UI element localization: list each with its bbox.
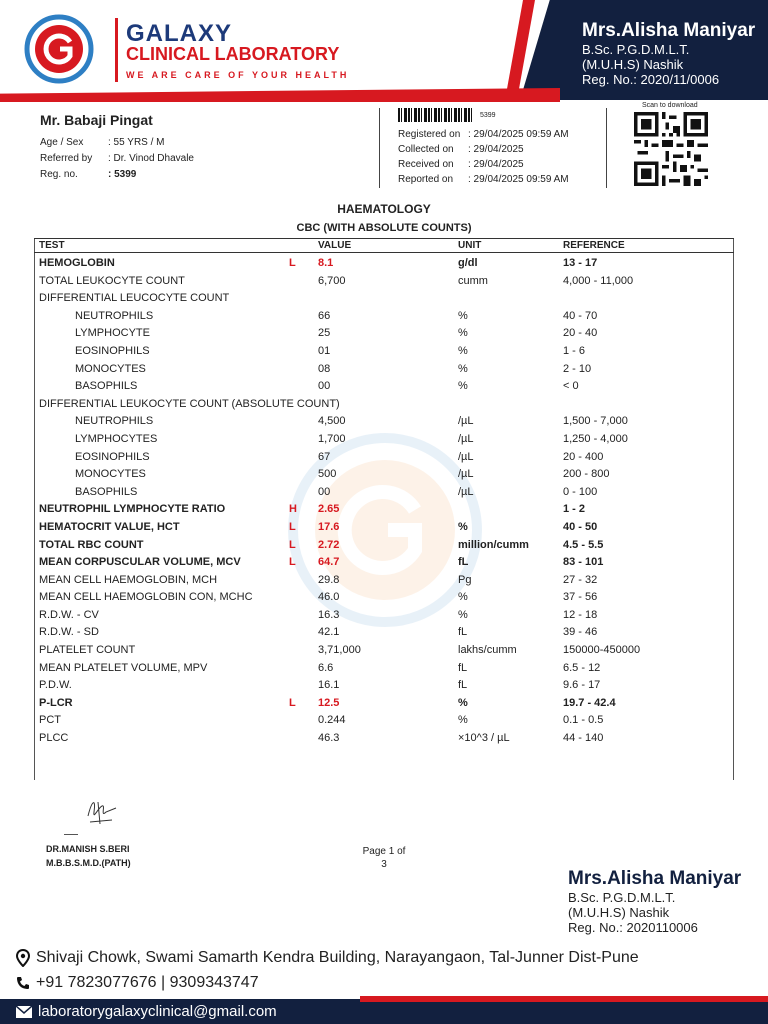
table-row — [34, 729, 734, 747]
reference-cell: 6.5 - 12 — [563, 661, 601, 674]
reference-cell: 20 - 40 — [563, 327, 598, 340]
barcode-icon — [398, 108, 474, 122]
report-header — [0, 0, 768, 104]
referred-label: Referred by — [40, 152, 93, 164]
unit-cell: /µL — [458, 485, 474, 498]
value-cell: 25 — [318, 327, 331, 340]
value-cell: 42.1 — [318, 626, 340, 639]
unit-cell: % — [458, 344, 468, 357]
table-row — [34, 623, 734, 641]
received-label: Received on — [398, 159, 454, 170]
collected-value: : 29/04/2025 — [468, 144, 524, 155]
table-row — [34, 395, 734, 413]
value-cell: 6,700 — [318, 274, 346, 287]
flag-cell: H — [289, 503, 297, 516]
unit-cell: fL — [458, 679, 468, 692]
reference-cell: 0.1 - 0.5 — [563, 714, 604, 727]
table-row — [34, 553, 734, 571]
logo-divider — [115, 18, 118, 82]
reference-cell: 40 - 70 — [563, 309, 598, 322]
table-row — [34, 536, 734, 554]
unit-cell: % — [458, 696, 468, 709]
flag-cell: L — [289, 556, 296, 569]
footer-signatory-univ: (M.U.H.S) Nashik — [568, 905, 670, 920]
value-cell: 4,500 — [318, 415, 346, 428]
lab-address — [16, 949, 639, 967]
test-name-cell: LYMPHOCYTES — [75, 432, 158, 445]
patient-name: Mr. Babaji Pingat — [40, 112, 153, 128]
reported-value: : 29/04/2025 09:59 AM — [468, 174, 569, 185]
reference-cell: 39 - 46 — [563, 626, 598, 639]
footer-signatory-qual: B.Sc. P.G.D.M.L.T. — [568, 890, 676, 905]
department-title: HAEMATOLOGY — [337, 202, 431, 216]
reference-cell: 4,000 - 11,000 — [563, 274, 634, 287]
pathologist-qualification: M.B.B.S.M.D.(PATH) — [46, 858, 131, 868]
reference-cell: 40 - 50 — [563, 520, 598, 533]
value-cell: 8.1 — [318, 257, 334, 269]
reference-cell: 83 - 101 — [563, 556, 604, 569]
value-cell: 3,71,000 — [318, 644, 361, 657]
table-row — [34, 606, 734, 624]
table-row — [34, 641, 734, 659]
reference-cell: 44 - 140 — [563, 732, 604, 745]
test-name-cell: P.D.W. — [39, 679, 72, 692]
reference-cell: 1 - 2 — [563, 503, 586, 516]
value-cell: 0.244 — [318, 714, 346, 727]
footer-red-accent — [360, 996, 768, 1002]
value-cell: 08 — [318, 362, 331, 375]
header-signatory-name: Mrs.Alisha Maniyar — [582, 20, 756, 41]
test-name-cell: TOTAL LEUKOCYTE COUNT — [39, 274, 185, 287]
reference-cell: 2 - 10 — [563, 362, 592, 375]
test-name-cell: MEAN PLATELET VOLUME, MPV — [39, 661, 208, 674]
value-cell: 2.72 — [318, 538, 340, 551]
reference-cell: 1 - 6 — [563, 344, 586, 357]
report-dates — [398, 127, 569, 187]
reference-cell: 27 - 32 — [563, 573, 598, 586]
unit-cell: Pg — [458, 573, 472, 586]
info-divider-right — [606, 108, 607, 188]
test-name-cell: TOTAL RBC COUNT — [39, 538, 144, 551]
value-cell: 00 — [318, 380, 331, 393]
test-name-cell: EOSINOPHILS — [75, 450, 150, 463]
table-row — [34, 448, 734, 466]
info-divider-left — [379, 108, 380, 188]
table-row — [34, 465, 734, 483]
lab-name: GALAXY — [126, 20, 233, 47]
flag-cell: L — [289, 520, 296, 533]
test-name-cell: EOSINOPHILS — [75, 344, 150, 357]
page-indicator-line2: 3 — [381, 859, 387, 870]
table-row — [34, 272, 734, 290]
age-sex-value: : 55 YRS / M — [108, 136, 165, 148]
patient-info — [40, 112, 194, 182]
test-name-cell: P-LCR — [39, 696, 73, 709]
reg-label: Reg. no. — [40, 168, 78, 180]
phone-icon — [16, 976, 30, 990]
unit-cell: % — [458, 714, 468, 727]
value-cell: 16.1 — [318, 679, 340, 692]
pathologist-block — [46, 842, 131, 870]
unit-cell: fL — [458, 556, 469, 569]
unit-cell: % — [458, 608, 468, 621]
lab-email — [16, 1003, 277, 1020]
unit-cell: % — [458, 380, 468, 393]
value-cell: 00 — [318, 485, 331, 498]
unit-cell: fL — [458, 626, 468, 639]
header-signatory-qual: B.Sc. P.G.D.M.L.T. — [582, 42, 690, 57]
unit-cell: lakhs/cumm — [458, 644, 517, 657]
header-signatory-reg: Reg. No.: 2020/11/0006 — [582, 72, 720, 87]
test-name-cell: BASOPHILS — [75, 380, 138, 393]
test-panel-title: CBC (WITH ABSOLUTE COUNTS) — [296, 222, 472, 234]
table-row — [34, 676, 734, 694]
table-row — [34, 588, 734, 606]
value-cell: 67 — [318, 450, 331, 463]
value-cell: 2.65 — [318, 503, 340, 516]
table-row — [34, 659, 734, 677]
reference-cell: < 0 — [563, 380, 579, 393]
registered-row — [398, 127, 569, 142]
received-row — [398, 157, 569, 172]
value-cell: 01 — [318, 344, 331, 357]
referred-row — [40, 150, 194, 166]
value-cell: 1,700 — [318, 432, 346, 445]
value-cell: 66 — [318, 309, 331, 322]
value-cell: 46.3 — [318, 732, 340, 745]
reference-cell: 20 - 400 — [563, 450, 604, 463]
page-indicator-line1: Page 1 of — [362, 846, 406, 857]
lab-tagline: WE ARE CARE OF YOUR HEALTH — [126, 70, 350, 80]
unit-cell: % — [458, 327, 468, 340]
reference-cell: 19.7 - 42.4 — [563, 696, 616, 709]
reg-value: : 5399 — [108, 168, 137, 180]
scan-label: Scan to download — [642, 102, 698, 109]
test-name-cell: NEUTROPHILS — [75, 309, 154, 322]
test-name-cell: R.D.W. - SD — [39, 626, 99, 639]
registered-value: : 29/04/2025 09:59 AM — [468, 129, 569, 140]
unit-cell: million/cumm — [458, 538, 529, 551]
table-row — [34, 254, 734, 272]
table-row — [34, 307, 734, 325]
lab-phone — [16, 974, 259, 992]
value-cell: 29.8 — [318, 573, 340, 586]
table-row — [34, 483, 734, 501]
unit-cell: ×10^3 / µL — [458, 732, 510, 745]
test-name-cell: HEMATOCRIT VALUE, HCT — [39, 520, 180, 533]
unit-cell: % — [458, 309, 468, 322]
footer-signatory-name: Mrs.Alisha Maniyar — [568, 868, 742, 889]
registered-label: Registered on — [398, 129, 461, 140]
reg-row — [40, 166, 194, 182]
test-name-cell: NEUTROPHIL LYMPHOCYTE RATIO — [39, 503, 226, 516]
collected-label: Collected on — [398, 144, 454, 155]
unit-cell: fL — [458, 661, 468, 674]
col-unit: UNIT — [458, 240, 482, 251]
email-text[interactable]: laboratorygalaxyclinical@gmail.com — [38, 1003, 277, 1020]
flag-cell: L — [289, 538, 296, 551]
email-icon — [16, 1006, 32, 1018]
table-row — [34, 289, 734, 307]
value-cell: 6.6 — [318, 661, 334, 674]
unit-cell: cumm — [458, 274, 488, 287]
reference-cell: 37 - 56 — [563, 591, 598, 604]
reference-cell: 0 - 100 — [563, 485, 598, 498]
unit-cell: g/dl — [458, 257, 478, 269]
test-name-cell: PLATELET COUNT — [39, 644, 136, 657]
received-value: : 29/04/2025 — [468, 159, 524, 170]
table-row — [34, 324, 734, 342]
unit-cell: /µL — [458, 468, 474, 481]
table-row — [34, 571, 734, 589]
col-value: VALUE — [318, 240, 352, 251]
header-signatory-univ: (M.U.H.S) Nashik — [582, 57, 684, 72]
value-cell: 12.5 — [318, 696, 340, 709]
test-name-cell: BASOPHILS — [75, 485, 138, 498]
test-name-cell: MONOCYTES — [75, 362, 146, 375]
reference-cell: 13 - 17 — [563, 257, 598, 269]
reference-cell: 12 - 18 — [563, 608, 598, 621]
pathologist-name: DR.MANISH S.BERI — [46, 844, 130, 854]
table-row — [34, 430, 734, 448]
test-name-cell: MONOCYTES — [75, 468, 146, 481]
unit-cell: /µL — [458, 432, 474, 445]
age-sex-row — [40, 134, 194, 150]
flag-cell: L — [289, 257, 296, 269]
table-row — [34, 412, 734, 430]
col-reference: REFERENCE — [563, 240, 625, 251]
table-row — [34, 500, 734, 518]
reference-cell: 9.6 - 17 — [563, 679, 601, 692]
test-name-cell: HEMOGLOBIN — [39, 257, 115, 269]
test-name-cell: R.D.W. - CV — [39, 608, 99, 621]
unit-cell: /µL — [458, 450, 474, 463]
signature-rule — [64, 834, 78, 835]
value-cell: 46.0 — [318, 591, 340, 604]
collected-row — [398, 142, 569, 157]
unit-cell: % — [458, 591, 468, 604]
unit-cell: % — [458, 362, 468, 375]
reported-row — [398, 172, 569, 187]
page-indicator — [354, 845, 414, 871]
table-row — [34, 360, 734, 378]
value-cell: 17.6 — [318, 520, 340, 533]
referred-value: : Dr. Vinod Dhavale — [108, 152, 194, 164]
test-name-cell: MEAN CELL HAEMOGLOBIN CON, MCHC — [39, 591, 253, 604]
unit-cell: /µL — [458, 415, 474, 428]
results-table-body — [34, 254, 734, 747]
flag-cell: L — [289, 696, 296, 709]
phone-text[interactable]: +91 7823077676 | 9309343747 — [36, 974, 259, 991]
unit-cell: % — [458, 520, 468, 533]
barcode-number: 5399 — [480, 112, 496, 119]
col-test: TEST — [39, 240, 65, 251]
test-name-cell: PLCC — [39, 732, 69, 745]
galaxy-logo-icon — [18, 14, 100, 84]
results-table-header — [34, 238, 734, 253]
age-sex-label: Age / Sex — [40, 136, 84, 148]
value-cell: 16.3 — [318, 608, 340, 621]
table-row — [34, 694, 734, 712]
test-name-cell: MEAN CELL HAEMOGLOBIN, MCH — [39, 573, 218, 586]
table-row — [34, 711, 734, 729]
test-name-cell: NEUTROPHILS — [75, 415, 154, 428]
table-row — [34, 342, 734, 360]
value-cell: 500 — [318, 468, 337, 481]
test-name-cell: MEAN CORPUSCULAR VOLUME, MCV — [39, 556, 241, 569]
reference-cell: 150000-450000 — [563, 644, 641, 657]
doctor-signature — [82, 794, 122, 828]
table-row — [34, 377, 734, 395]
lab-name-subtitle: CLINICAL LABORATORY — [126, 44, 340, 64]
qr-code-icon[interactable] — [632, 112, 710, 186]
reference-cell: 200 - 800 — [563, 468, 610, 481]
reported-label: Reported on — [398, 174, 454, 185]
reference-cell: 1,250 - 4,000 — [563, 432, 628, 445]
table-row — [34, 518, 734, 536]
location-pin-icon — [16, 949, 30, 967]
reference-cell: 4.5 - 5.5 — [563, 538, 604, 551]
test-name-cell: DIFFERENTIAL LEUKOCYTE COUNT (ABSOLUTE COUNT) — [39, 397, 340, 410]
footer-signatory-reg: Reg. No.: 2020110006 — [568, 920, 698, 935]
test-name-cell: LYMPHOCYTE — [75, 327, 150, 340]
reference-cell: 1,500 - 7,000 — [563, 415, 628, 428]
test-name-cell: PCT — [39, 714, 61, 727]
address-text: Shivaji Chowk, Swami Samarth Kendra Building, Narayangaon, Tal-Junner Dist-Pune — [36, 949, 639, 966]
test-name-cell: DIFFERENTIAL LEUCOCYTE COUNT — [39, 292, 230, 305]
value-cell: 64.7 — [318, 556, 340, 569]
